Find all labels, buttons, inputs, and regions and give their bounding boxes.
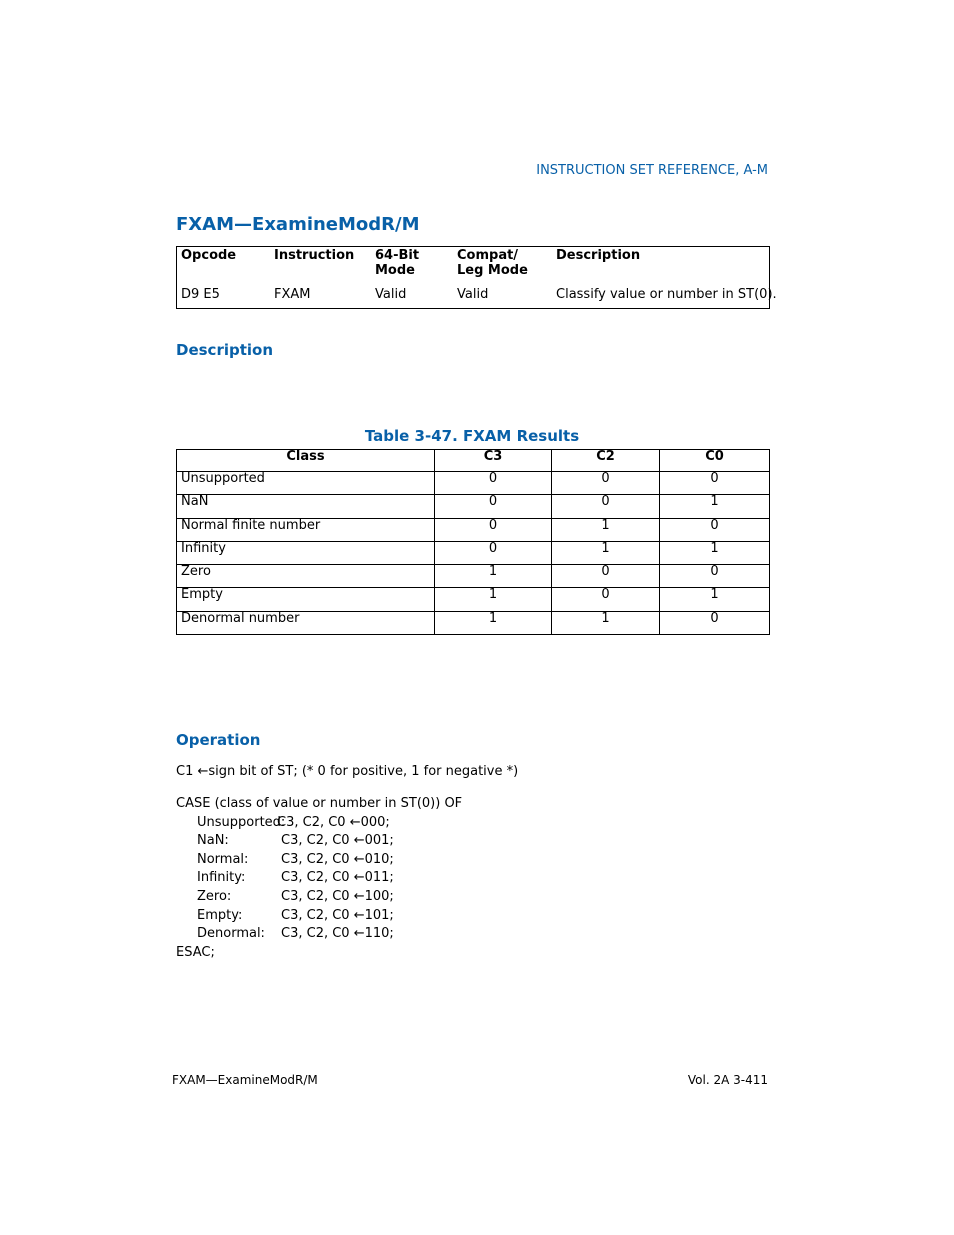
- description-header: Description: [556, 248, 641, 263]
- opcode-header: Opcode: [181, 248, 237, 263]
- c2-cell: 1: [552, 541, 660, 564]
- c3-cell: 0: [435, 472, 552, 495]
- c0-cell: 1: [660, 588, 770, 611]
- case-line: [0, 889, 954, 907]
- table-caption: Table 3-47. FXAM Results: [364, 427, 580, 445]
- instruction-value: FXAM: [274, 287, 311, 302]
- case-value: C3, C2, C0 ←000;: [277, 815, 390, 830]
- c3-cell: 1: [435, 611, 552, 634]
- table-row: [177, 472, 770, 495]
- class-cell: Infinity: [177, 541, 435, 564]
- running-header: INSTRUCTION SET REFERENCE, A-M: [536, 163, 768, 178]
- c0-cell: 0: [660, 565, 770, 588]
- class-cell: Denormal number: [177, 611, 435, 634]
- class-cell: Zero: [177, 565, 435, 588]
- case-line: [0, 908, 954, 926]
- description-value: Classify value or number in ST(0).: [556, 287, 777, 302]
- c2-cell: 1: [552, 518, 660, 541]
- case-line: [0, 870, 954, 888]
- table-row: [177, 541, 770, 564]
- c2-cell: 0: [552, 588, 660, 611]
- compat-mode-header: Compat/ Leg Mode: [457, 248, 528, 278]
- case-label: NaN:: [197, 833, 229, 848]
- operation-heading: Operation: [176, 731, 261, 749]
- case-value: C3, C2, C0 ←100;: [281, 889, 394, 904]
- fxam-results-table: [176, 449, 770, 635]
- c2-cell: 1: [552, 611, 660, 634]
- c0-cell: 1: [660, 495, 770, 518]
- operation-case-close: ESAC;: [176, 945, 215, 960]
- case-value: C3, C2, C0 ←001;: [281, 833, 394, 848]
- opcode-table: [176, 246, 777, 309]
- c0-cell: 0: [660, 472, 770, 495]
- class-cell: Unsupported: [177, 472, 435, 495]
- description-heading: Description: [176, 341, 274, 359]
- opcode-value: D9 E5: [181, 287, 220, 302]
- case-value: C3, C2, C0 ←011;: [281, 870, 394, 885]
- compat-mode-value: Valid: [457, 287, 489, 302]
- c0-cell: 0: [660, 611, 770, 634]
- column-header: C2: [552, 450, 660, 472]
- footer-page-number: Vol. 2A 3-411: [687, 1073, 768, 1087]
- case-label: Infinity:: [197, 870, 246, 885]
- 64bit-mode-header: 64-Bit Mode: [375, 248, 420, 278]
- 64bit-mode-value: Valid: [375, 287, 407, 302]
- class-cell: NaN: [177, 495, 435, 518]
- c2-cell: 0: [552, 565, 660, 588]
- case-label: Empty:: [197, 908, 243, 923]
- case-label: Zero:: [197, 889, 232, 904]
- c2-cell: 0: [552, 495, 660, 518]
- case-label: Normal:: [197, 852, 249, 867]
- column-header: Class: [177, 450, 435, 472]
- c2-cell: 0: [552, 472, 660, 495]
- c3-cell: 0: [435, 518, 552, 541]
- c3-cell: 1: [435, 588, 552, 611]
- case-label: Unsupported:: [197, 815, 286, 830]
- case-value: C3, C2, C0 ←110;: [281, 926, 394, 941]
- table-row: [177, 565, 770, 588]
- c3-cell: 0: [435, 495, 552, 518]
- operation-line-c1: C1 ←sign bit of ST; (* 0 for positive, 1 for negative *): [176, 764, 519, 779]
- case-label: Denormal:: [197, 926, 265, 941]
- column-header: C0: [660, 450, 770, 472]
- operation-case-open: CASE (class of value or number in ST(0)) OF: [176, 796, 463, 811]
- case-line: [0, 852, 954, 870]
- class-cell: Normal finite number: [177, 518, 435, 541]
- instruction-header: Instruction: [274, 248, 355, 263]
- case-value: C3, C2, C0 ←101;: [281, 908, 394, 923]
- table-row: [177, 518, 770, 541]
- c3-cell: 0: [435, 541, 552, 564]
- c3-cell: 1: [435, 565, 552, 588]
- case-value: C3, C2, C0 ←010;: [281, 852, 394, 867]
- column-header: C3: [435, 450, 552, 472]
- table-row: [177, 495, 770, 518]
- case-line: [0, 815, 954, 833]
- table-row: [177, 588, 770, 611]
- footer-title: FXAM—ExamineModR/M: [172, 1073, 318, 1087]
- c0-cell: 0: [660, 518, 770, 541]
- page-title: FXAM—ExamineModR/M: [176, 214, 420, 235]
- class-cell: Empty: [177, 588, 435, 611]
- table-row: [177, 611, 770, 634]
- table-header-row: [177, 450, 770, 472]
- case-line: [0, 833, 954, 851]
- c0-cell: 1: [660, 541, 770, 564]
- case-line: [0, 926, 954, 944]
